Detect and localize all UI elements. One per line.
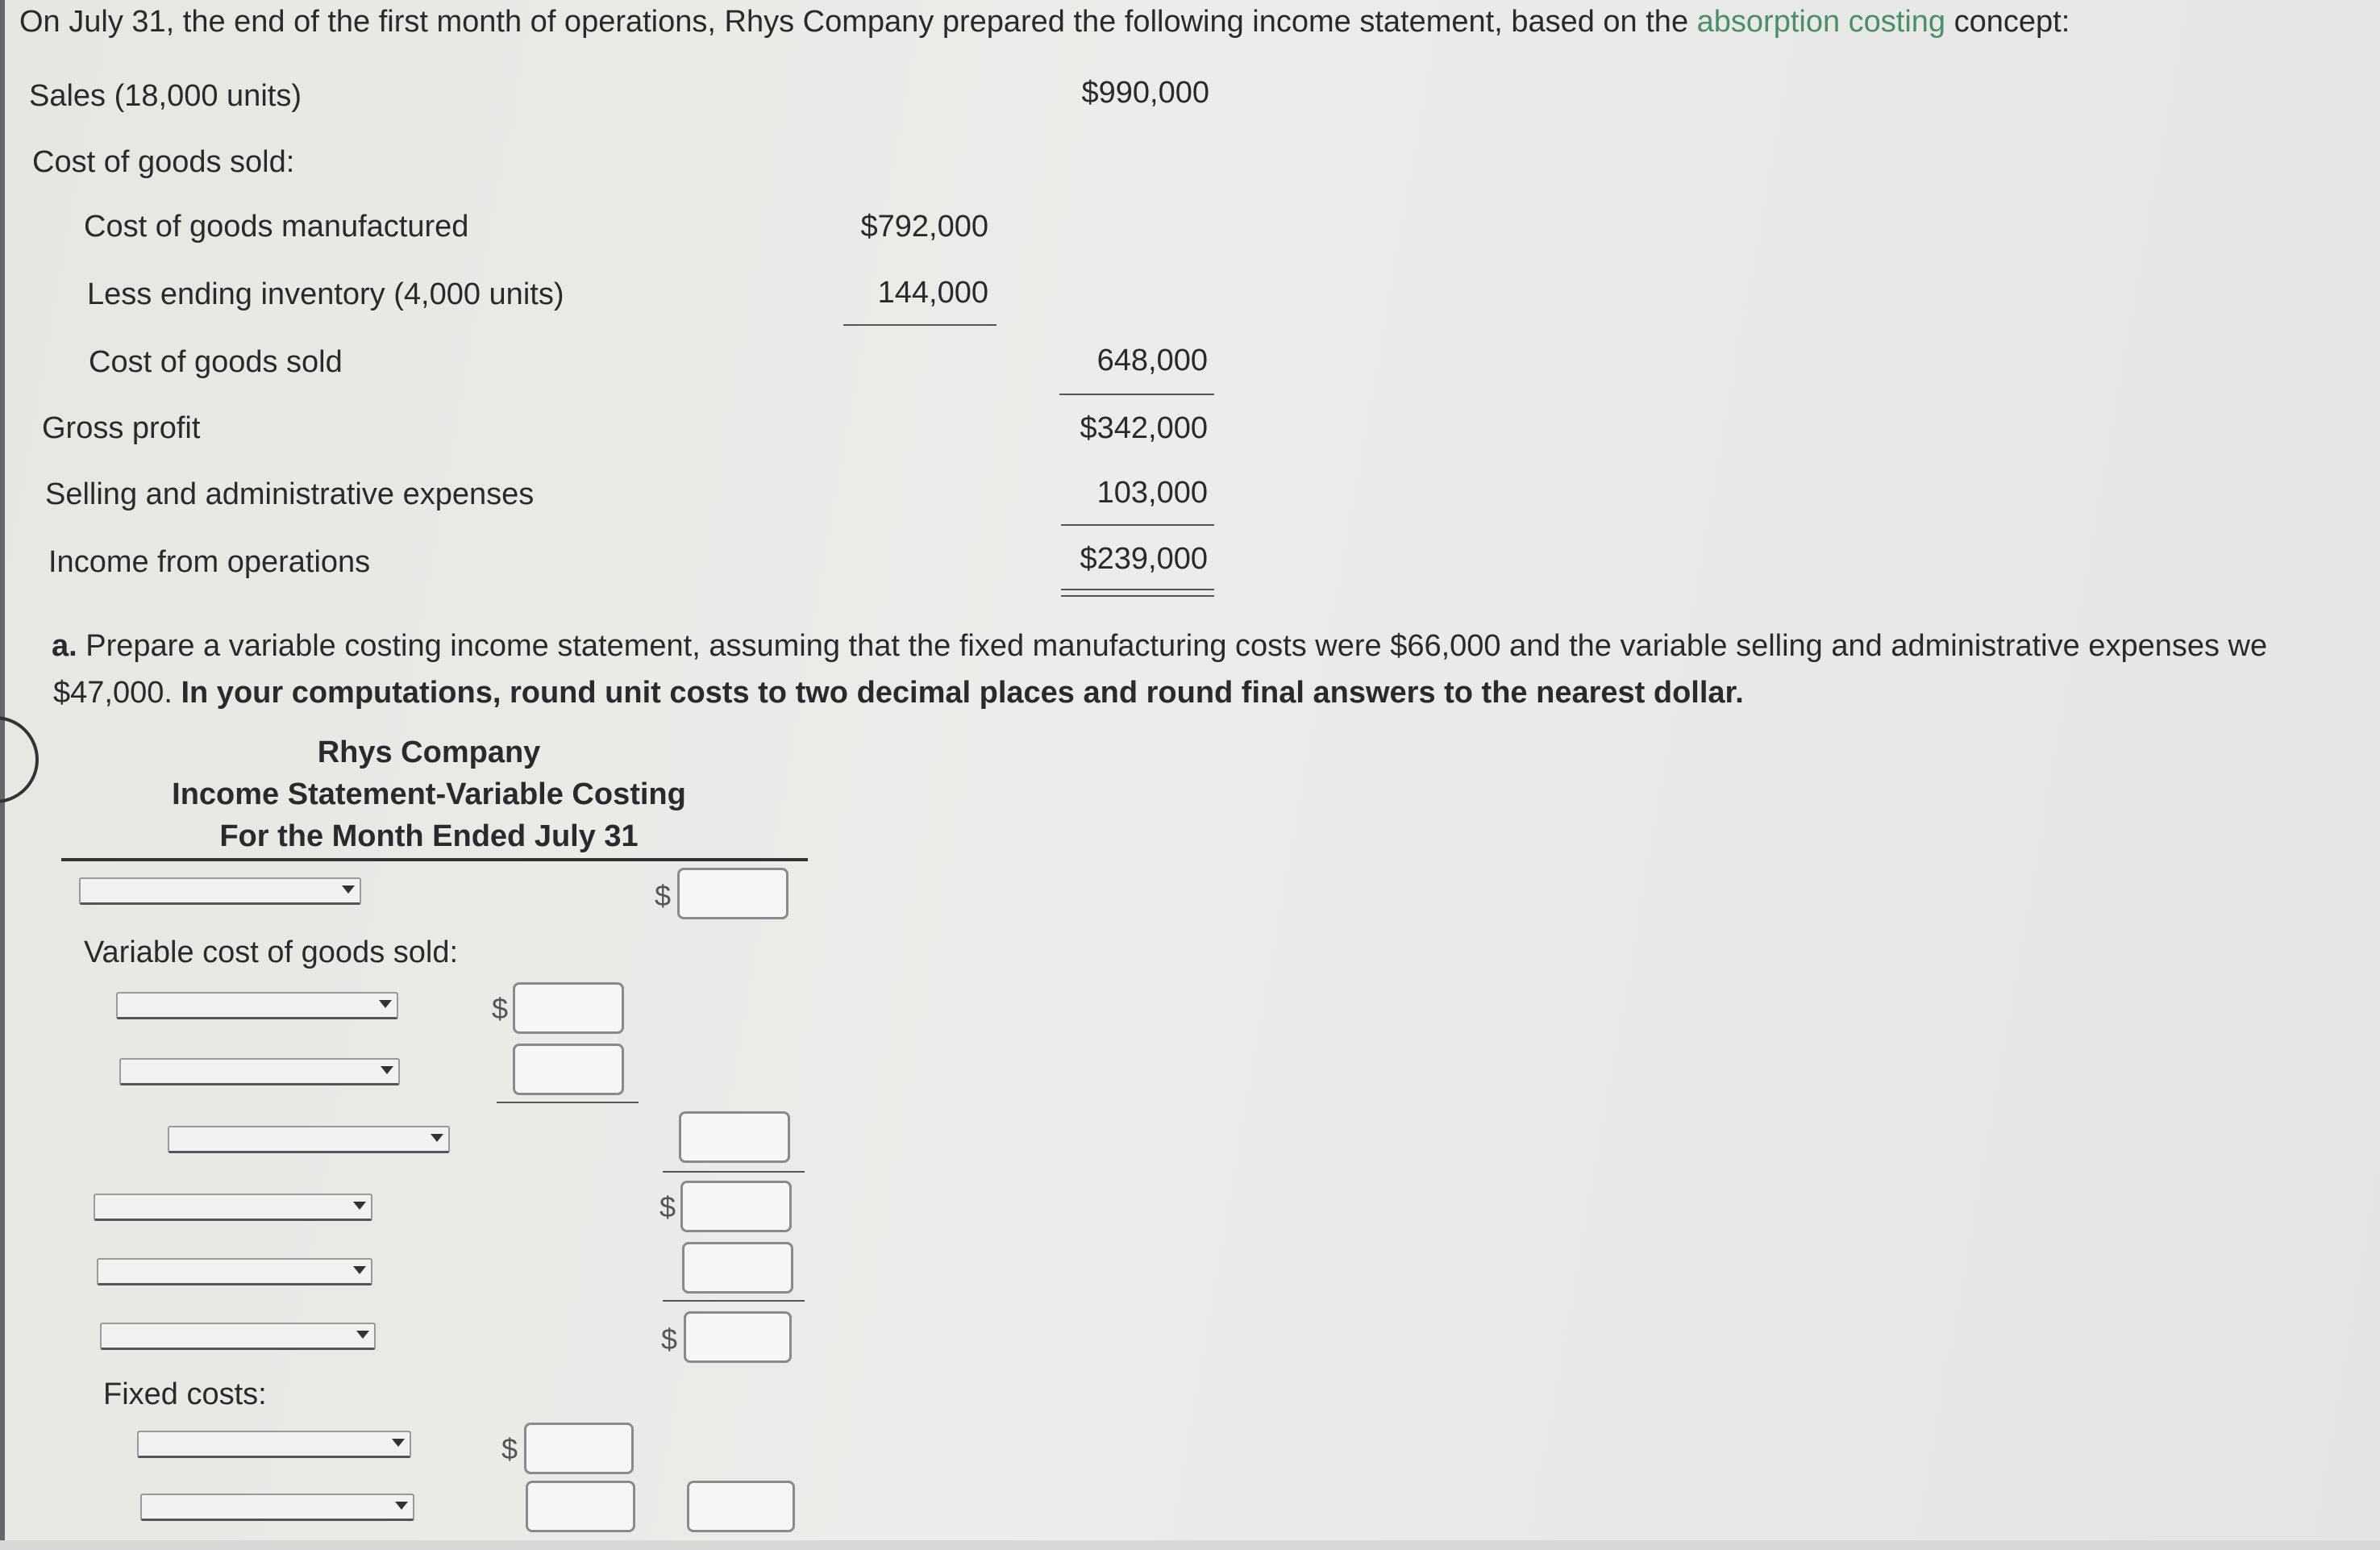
income-double-rule xyxy=(1061,589,1214,597)
header-rule xyxy=(61,858,808,861)
intro-text-end: concept: xyxy=(1945,5,2070,39)
row-contribution-margin-input[interactable] xyxy=(684,1311,792,1363)
vcogs-row3-input[interactable] xyxy=(679,1111,790,1163)
vcogs-row1-input[interactable] xyxy=(513,982,624,1034)
fixed-row2-input[interactable] xyxy=(526,1481,635,1532)
absorption-costing-link[interactable]: absorption costing xyxy=(1696,5,1946,39)
dollar-sign: $ xyxy=(659,1190,676,1223)
part-a-line2 xyxy=(53,676,1744,710)
row1-account-select[interactable] xyxy=(79,877,361,905)
vcogs-row1-select[interactable] xyxy=(116,992,398,1019)
subtotal-rule xyxy=(843,324,997,326)
dollar-sign: $ xyxy=(655,879,672,912)
dropdown-arrow-icon xyxy=(381,1066,393,1074)
dropdown-arrow-icon xyxy=(356,1331,369,1339)
income-value: $239,000 xyxy=(1080,542,1208,576)
company-name: Rhys Company xyxy=(317,735,541,769)
row-contribution-margin-select[interactable] xyxy=(100,1323,376,1350)
dollar-sign: $ xyxy=(492,992,509,1025)
part-a-text: Prepare a variable costing income statement, assuming that the fixed manufacturing costs were $66,000 and the variable selling and administrative expenses we xyxy=(85,629,2268,663)
fixed-total-input[interactable] xyxy=(687,1481,795,1532)
gross-profit-label: Gross profit xyxy=(42,411,201,445)
dollar-sign: $ xyxy=(661,1323,678,1356)
row-manufacturing-margin-input[interactable] xyxy=(680,1181,792,1232)
cogm-label: Cost of goods manufactured xyxy=(84,210,469,244)
sales-label: Sales (18,000 units) xyxy=(29,79,302,113)
fixed-row1-select[interactable] xyxy=(137,1431,411,1458)
statement-period: For the Month Ended July 31 xyxy=(219,819,639,853)
sales-value: $990,000 xyxy=(1081,76,1209,110)
vcogs-row2-select[interactable] xyxy=(119,1058,400,1085)
dropdown-arrow-icon xyxy=(392,1439,405,1447)
row-variable-sga-select[interactable] xyxy=(97,1258,372,1285)
part-a-amount: $47,000. xyxy=(53,676,181,710)
statement-title: Income Statement-Variable Costing xyxy=(172,777,686,811)
sga-rule xyxy=(1061,524,1214,526)
sga-value: 103,000 xyxy=(1096,476,1208,510)
income-label: Income from operations xyxy=(48,545,371,579)
part-a-rounding-instruction: In your computations, round unit costs to two decimal places and round final answers to the nearest dollar. xyxy=(181,676,1744,710)
bottom-edge xyxy=(0,1540,2380,1550)
ending-inventory-label: Less ending inventory (4,000 units) xyxy=(87,277,564,311)
vcogs-subtotal-rule xyxy=(497,1102,639,1103)
dropdown-arrow-icon xyxy=(395,1502,408,1510)
dollar-sign: $ xyxy=(501,1432,518,1465)
vcogs-rule xyxy=(663,1171,805,1173)
vcogs-row2-input[interactable] xyxy=(513,1044,624,1095)
dropdown-arrow-icon xyxy=(431,1134,443,1142)
sga-subtotal-rule xyxy=(663,1300,805,1302)
row-variable-sga-input[interactable] xyxy=(682,1242,793,1294)
cogm-value: $792,000 xyxy=(860,210,988,244)
problem-intro xyxy=(19,5,2070,40)
gross-profit-value: $342,000 xyxy=(1080,411,1208,445)
cogs-total-value: 648,000 xyxy=(1096,344,1208,377)
cogs-rule xyxy=(1059,394,1214,395)
cogs-heading: Cost of goods sold: xyxy=(32,145,295,179)
dropdown-arrow-icon xyxy=(353,1266,366,1274)
fixed-costs-label: Fixed costs: xyxy=(103,1377,267,1411)
row-manufacturing-margin-select[interactable] xyxy=(94,1194,372,1221)
dropdown-arrow-icon xyxy=(353,1202,366,1210)
fixed-row2-select[interactable] xyxy=(140,1494,414,1521)
part-a-letter: a. xyxy=(52,629,77,663)
intro-text: On July 31, the end of the first month of operations, Rhys Company prepared the following income statement, based on the xyxy=(19,5,1697,39)
part-a-line1 xyxy=(52,629,2267,664)
dropdown-arrow-icon xyxy=(342,885,355,894)
dropdown-arrow-icon xyxy=(379,1000,392,1008)
variable-cogs-label: Variable cost of goods sold: xyxy=(84,935,459,969)
side-marker-circle xyxy=(0,716,39,803)
ending-inventory-value: 144,000 xyxy=(877,276,988,310)
vcogs-row3-select[interactable] xyxy=(168,1126,450,1153)
sga-label: Selling and administrative expenses xyxy=(45,477,535,511)
row1-amount-input[interactable] xyxy=(677,868,788,919)
cogs-total-label: Cost of goods sold xyxy=(89,345,343,379)
fixed-row1-input[interactable] xyxy=(524,1423,634,1474)
